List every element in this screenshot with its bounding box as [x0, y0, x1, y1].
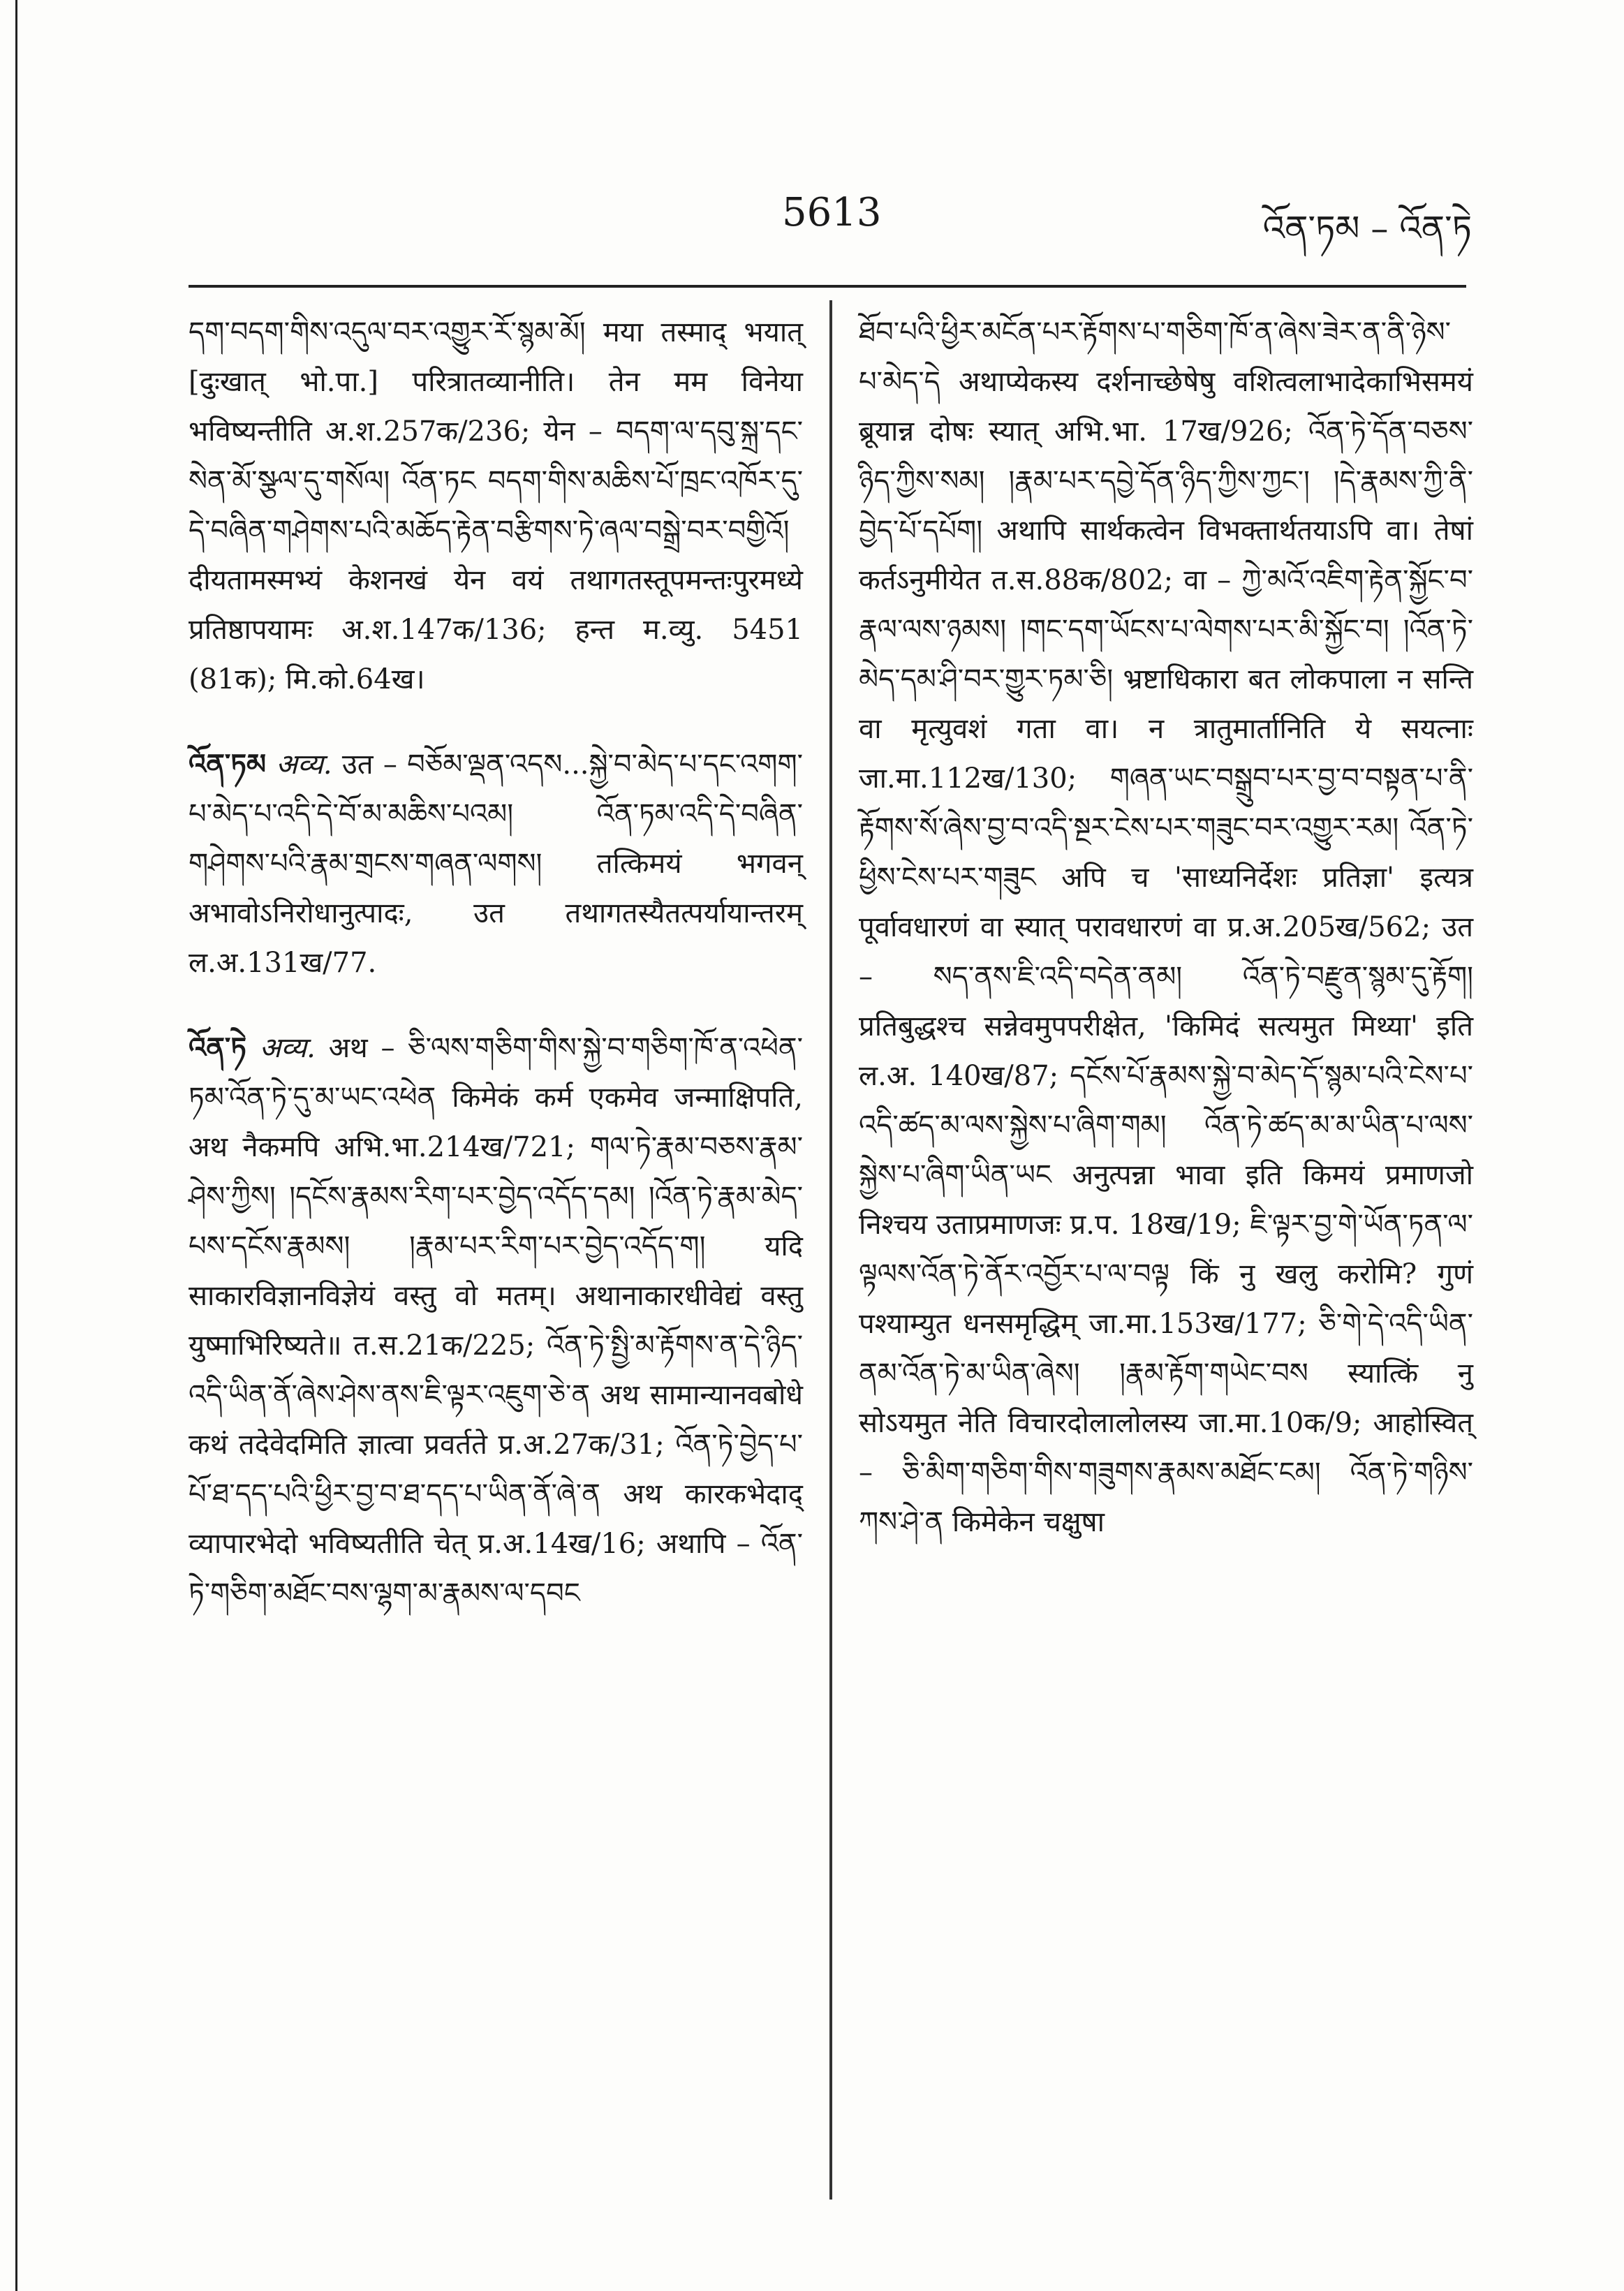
headword: འོན་ཏམ [189, 748, 267, 781]
column-divider [829, 300, 832, 2200]
right-column [859, 307, 1473, 1582]
page-number: 5613 [782, 190, 882, 235]
left-column [189, 307, 803, 1653]
binding-edge-rule [15, 0, 17, 2291]
dictionary-entry [189, 307, 803, 705]
headword: འོན་ཏེ [189, 1031, 246, 1064]
entry-text [189, 739, 803, 988]
running-head: འོན་ཏམ – འོན་ཏེ [1262, 208, 1472, 249]
entry-text [189, 1023, 803, 1619]
part-of-speech: अव्य. [259, 1032, 316, 1064]
entry-body: उत – བཅོམ་ལྡན་འདས...སྐྱེ་བ་མེད་པ་དང་འགག་པ་མེད་པ་འདི་དེ་བོ་མ་མཆིས་པའམ། འོན་ཏམ་འདི་དེ་བཞིན་གཤེགས་པའི་རྣམ་གྲངས་གཞན་ལགས། तत्किमयं भगवन् अभावोऽनिरोधानुत्पादः, उत तथागतस्यैतत्पर्यायान्तरम् ल.अ.131ख/77. [189, 749, 804, 979]
entry-body: དག་བདག་གིས་འདུལ་བར་འགྱུར་རོ་སྙམ་མོ། मया तस्माद् भयात् [दुःखात् भो.पा.] परित्रातव्यानीति। तेन मम विनेया भविष्यन्तीति अ.श.257क/236; येन – བདག་ལ་དབུ་སྐྲ་དང་སེན་མོ་སྩལ་དུ་གསོལ། འོན་ཏང བདག་གིས་མཆིས་པོ་ཁྲང་འཁོར་དུ་དེ་བཞིན་གཤེགས་པའི་མཆོད་རྟེན་བརྩིགས་ཏེ་ཞལ་བསྒྲེ་བར་བགྱིའོ། दीयतामस्मभ्यं केशनखं येन वयं तथागतस्तूपमन्तःपुरमध्ये प्रतिष्ठापयामः अ.श.147क/136; हन्त म.व्यु. 5451 (81क); मि.को.64ख। [189, 316, 803, 695]
header-rule [189, 285, 1466, 288]
entry-body: अथ – ཅི་ལས་གཅིག་གིས་སྐྱེ་བ་གཅིག་ཁོ་ན་འཕེན་ཏམ་འོན་ཏེ་དུ་མ་ཡང་འཕེན किमेकं कर्म एकमेव जन्माक्षिपति, अथ नैकमपि अभि.भा.214ख/721; གལ་ཏེ་རྣམ་བཅས་རྣམ་ཤེས་ཀྱིས། །དངོས་རྣམས་རིག་པར་བྱེད་འདོད་དམ། །འོན་ཏེ་རྣམ་མེད་པས་དངོས་རྣམས། །རྣམ་པར་རིག་པར་བྱེད་འདོད་ག། यदि साकारविज्ञानविज्ञेयं वस्तु वो मतम्। अथानाकारधीवेद्यं वस्तु युष्माभिरिष्यते॥ त.स.21क/225; འོན་ཏེ་སྤྱི་མ་རྟོགས་ན་དེ་ཉིད་འདི་ཡིན་ནོ་ཞེས་ཤེས་ནས་ཇི་ལྟར་འཇུག་ཅེ་ན अथ सामान्यानवबोधे कथं तदेवेदमिति ज्ञात्वा प्रवर्तते प्र.अ.27क/31; འོན་ཏེ་བྱེད་པ་པོ་ཐ་དད་པའི་ཕྱིར་བྱ་བ་ཐ་དད་པ་ཡིན་ནོ་ཞེ་ན अथ कारकभेदाद् व्यापारभेदो भविष्यतीति चेत् प्र.अ.14ख/16; अथापि – འོན་ཏེ་གཅིག་མཐོང་བས་ལྷག་མ་རྣམས་ལ་དབང [189, 1032, 803, 1609]
part-of-speech: अव्य. [276, 749, 332, 781]
dictionary-entry [859, 307, 1473, 1547]
entry-text [859, 307, 1473, 1547]
entry-text [189, 307, 803, 705]
dictionary-entry [189, 739, 803, 988]
entry-body: ཐོབ་པའི་ཕྱིར་མངོན་པར་རྟོགས་པ་གཅིག་ཁོ་ན་ཞེས་ཟེར་ན་ནི་ཉེས་པ་མེད་དེ अथाप्येकस्य दर्शनाच्छेषेषु वशित्वलाभादेकाभिसमयं ब्रूयान्न दोषः स्यात् अभि.भा. 17ख/926; འོན་ཏེ་དོན་བཅས་ཉིད་ཀྱིས་སམ། །རྣམ་པར་དབྱེ་དོན་ཉིད་ཀྱིས་ཀྱང་། །དེ་རྣམས་ཀྱི་ནི་བྱེད་པོ་དཔོག། अथापि सार्थकत्वेन विभक्तार्थतयाऽपि वा। तेषां कर्तऽनुमीयेत त.स.88क/802; वा – ཀྱེ་མའོ་འཇིག་རྟེན་སྐྱོང་བ་རྣལ་ལས་ཉམས། །གང་དག་ཡོངས་པ་ལེགས་པར་མི་སྐྱོང་བ། །འོན་ཏེ་མེད་དམ་ཤི་བར་གྱུར་ཏམ་ཅི། भ्रष्टाधिकारा बत लोकपाला न सन्ति वा मृत्युवशं गता वा। न त्रातुमार्तानिति ये सयत्नाः जा.मा.112ख/130; གཞན་ཡང་བསྒྲུབ་པར་བྱ་བ་བསྟན་པ་ནི་རྟོགས་སོ་ཞེས་བྱ་བ་འདི་སྔར་ངེས་པར་གཟུང་བར་འགྱུར་རམ། འོན་ཏེ་ཕྱིས་ངེས་པར་གཟུང अपि च 'साध्यनिर्देशः प्रतिज्ञा' इत्यत्र पूर्वावधारणं वा स्यात् परावधारणं वा प्र.अ.205ख/562; उत – སད་ནས་ཇི་འདི་བདེན་ནམ། འོན་ཏེ་བརྫུན་སྙམ་དུ་རྟོག། प्रतिबुद्धश्च सन्नेवमुपपरीक्षेत, 'किमिदं सत्यमुत मिथ्या' इति ल.अ. 140ख/87; དངོས་པོ་རྣམས་སྐྱེ་བ་མེད་དོ་སྙམ་པའི་ངེས་པ་འདི་ཚད་མ་ལས་སྐྱེས་པ་ཞིག་གམ། འོན་ཏེ་ཚད་མ་མ་ཡིན་པ་ལས་སྐྱེས་པ་ཞིག་ཡིན་ཡང अनुत्पन्ना भावा इति किमयं प्रमाणजो निश्चय उताप्रमाणजः प्र.प. 18ख/19; ཇི་ལྟར་བྱ་གེ་ཡོན་ཏན་ལ་ལྟལས་འོན་ཏེ་ནོར་འབྱོར་པ་ལ་བལྟ किं नु खलु करोमि? गुणं पश्याम्युत धनसमृद्धिम् जा.मा.153ख/177; ཅི་གེ་དེ་འདི་ཡིན་ནམ་འོན་ཏེ་མ་ཡིན་ཞེས། །རྣམ་རྟོག་གཡེང་བས स्यात्किं नु सोऽयमुत नेति विचारदोलालोलस्य जा.मा.10क/9; आहोस्वित् – ཅི་མིག་གཅིག་གིས་གཟུགས་རྣམས་མཐོང་ངམ། འོན་ཏེ་གཉིས་ཀས་ཤེ་ན किमेकेन चक्षुषा [859, 316, 1473, 1538]
dictionary-entry [189, 1023, 803, 1619]
